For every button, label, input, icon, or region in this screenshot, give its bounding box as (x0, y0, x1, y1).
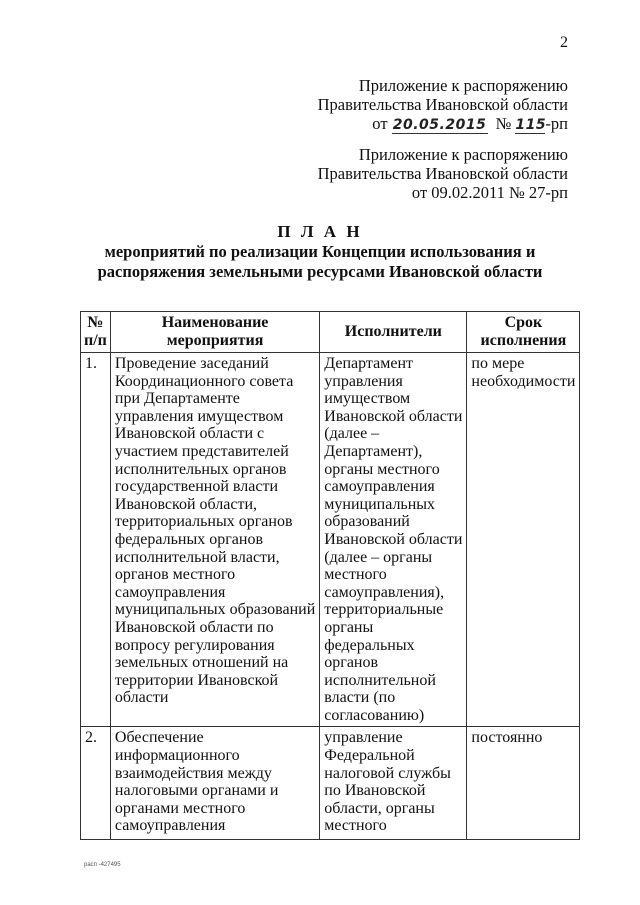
appendix-original-reference (318, 145, 568, 202)
header-number: № п/п (81, 312, 111, 353)
table-header-row (81, 312, 580, 353)
row-deadline: постоянно (467, 727, 580, 840)
header-activity: Наименование мероприятия (110, 312, 319, 353)
title-heading: П Л А Н (277, 222, 363, 241)
date-prefix: от (372, 114, 388, 133)
plan-table (80, 311, 580, 840)
handwritten-date: 20.05.2015 (392, 117, 487, 133)
row-activity: Проведение заседаний Координационного совета при Департаменте управления имуществом Ивановской области с участием представителей исполнительных органов государственной власти Ивановской области, территориальных органов федеральных органов исполнительной власти, органов местного самоуправления муниципальных образований Ивановской области по вопросу регулирования земельных отношений на территории Ивановской области (110, 353, 319, 727)
header-deadline: Срок исполнения (467, 312, 580, 353)
title-subtitle-line-2: распоряжения земельными ресурсами Ивановской области (97, 262, 543, 281)
table-row (81, 727, 580, 840)
number-suffix: -рп (545, 114, 568, 133)
appendix-original-line-1: Приложение к распоряжению (358, 145, 568, 164)
number-prefix: № (495, 114, 512, 133)
footer-document-code: расп -427495 (84, 862, 121, 868)
row-executors: Департамент управления имуществом Ивановской области (далее – Департамент), органы местного самоуправления муниципальных образований Ивановской области (далее – органы местного самоуправления), территориальные органы федеральных органов исполнительной власти (по согласованию) (320, 353, 467, 727)
title-subtitle-line-1: мероприятий по реализации Концепции использования и (104, 242, 536, 261)
document-title (0, 222, 640, 282)
appendix-current-reference (318, 76, 568, 134)
row-number: 2. (81, 727, 111, 840)
appendix-line-1: Приложение к распоряжению (358, 76, 568, 95)
appendix-date-line (318, 114, 568, 134)
row-executors: управление Федеральной налоговой службы по Ивановской области, органы местного (320, 727, 467, 840)
header-executors: Исполнители (320, 312, 467, 353)
handwritten-number: 115 (515, 117, 547, 133)
row-deadline: по мере необходимости (467, 353, 580, 727)
appendix-original-line-3: от 09.02.2011 № 27-рп (411, 183, 568, 202)
appendix-original-line-2: Правительства Ивановской области (317, 164, 568, 183)
row-activity: Обеспечение информационного взаимодействия между налоговыми органами и органами местного самоуправления (110, 727, 319, 840)
table-row (81, 353, 580, 727)
page-number: 2 (560, 34, 568, 51)
row-number: 1. (81, 353, 111, 727)
appendix-line-2: Правительства Ивановской области (317, 95, 568, 114)
